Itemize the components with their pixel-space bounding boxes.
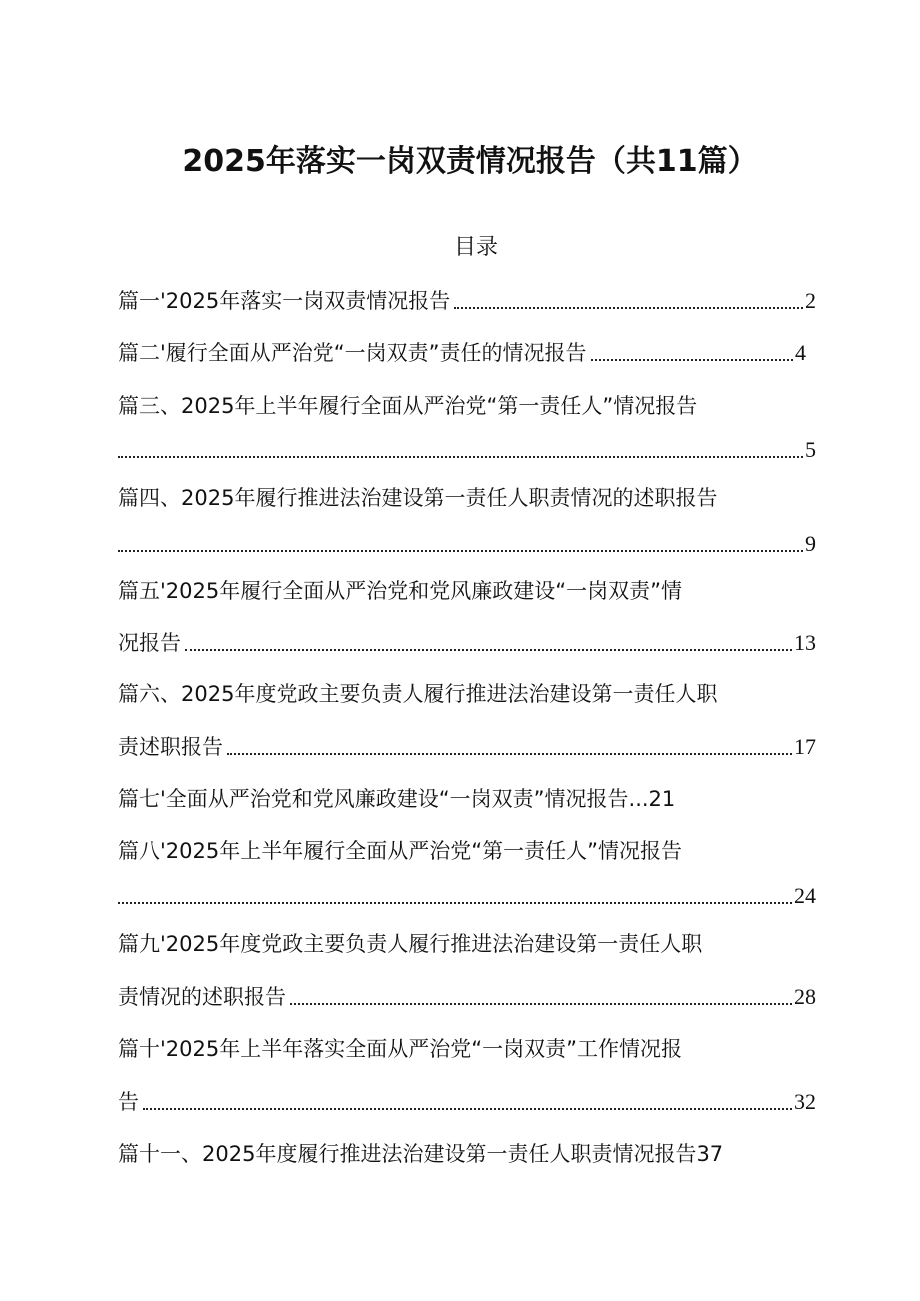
toc-entry-10-title[interactable]: 篇十'2025年上半年落实全面从严治党“一岗双责”工作情况报 bbox=[118, 1037, 682, 1061]
toc-entry-title: 篇二'履行全面从严治党“一岗双责”责任的情况报告 bbox=[118, 341, 587, 365]
toc-entry-9-continuation[interactable] bbox=[118, 982, 816, 1012]
toc-page-number: 5 bbox=[805, 437, 816, 462]
toc-page-number: 2 bbox=[805, 288, 816, 313]
dot-leader bbox=[454, 307, 803, 309]
toc-page-number: 32 bbox=[794, 1089, 816, 1114]
toc-entry-11[interactable]: 篇十一、2025年度履行推进法治建设第一责任人职责情况报告37 bbox=[118, 1142, 724, 1166]
toc-page-number: 9 bbox=[805, 531, 816, 556]
toc-entry-4-title[interactable]: 篇四、2025年履行推进法治建设第一责任人职责情况的述职报告 bbox=[118, 486, 718, 510]
toc-entry-title-cont: 责述职报告 bbox=[118, 735, 223, 759]
dot-leader bbox=[118, 550, 803, 552]
toc-page-number: 17 bbox=[794, 734, 816, 759]
toc-entry-4-leader-row[interactable] bbox=[118, 529, 816, 559]
toc-entry-9-title[interactable]: 篇九'2025年度党政主要负责人履行推进法治建设第一责任人职 bbox=[118, 932, 703, 956]
toc-page-number: 24 bbox=[794, 883, 816, 908]
toc-entry-6-title[interactable]: 篇六、2025年度党政主要负责人履行推进法治建设第一责任人职 bbox=[118, 682, 718, 706]
dot-leader bbox=[185, 649, 792, 651]
toc-entry-title-cont: 况报告 bbox=[118, 631, 181, 655]
toc-heading: 目录 bbox=[453, 235, 498, 260]
toc-page-number: 28 bbox=[794, 984, 816, 1009]
dot-leader bbox=[118, 902, 792, 904]
toc-page-number: 4 bbox=[795, 340, 806, 365]
toc-entry-5-continuation[interactable] bbox=[118, 628, 816, 658]
dot-leader bbox=[290, 1003, 792, 1005]
toc-entry-6-continuation[interactable] bbox=[118, 732, 816, 762]
dot-leader bbox=[143, 1108, 792, 1110]
document-title: 2025年落实一岗双责情况报告（共11篇） bbox=[182, 144, 758, 179]
toc-entry-7[interactable]: 篇七'全面从严治党和党风廉政建设“一岗双责”情况报告...21 bbox=[118, 787, 676, 811]
toc-entry-8-title[interactable]: 篇八'2025年上半年履行全面从严治党“第一责任人”情况报告 bbox=[118, 839, 682, 863]
dot-leader bbox=[591, 359, 793, 361]
toc-entry-title-cont: 告 bbox=[118, 1090, 139, 1114]
toc-entry-3-title[interactable]: 篇三、2025年上半年履行全面从严治党“第一责任人”情况报告 bbox=[118, 394, 698, 418]
toc-page-number: 13 bbox=[794, 630, 816, 655]
dot-leader bbox=[227, 753, 792, 755]
dot-leader bbox=[118, 456, 803, 458]
toc-entry-8-leader-row[interactable] bbox=[118, 881, 816, 911]
toc-entry-3-leader-row[interactable] bbox=[118, 435, 816, 465]
toc-entry-title-cont: 责情况的述职报告 bbox=[118, 985, 286, 1009]
toc-entry-title: 篇一'2025年落实一岗双责情况报告 bbox=[118, 289, 451, 313]
toc-entry-2[interactable] bbox=[118, 338, 806, 368]
toc-entry-1[interactable] bbox=[118, 286, 816, 316]
toc-entry-5-title[interactable]: 篇五'2025年履行全面从严治党和党风廉政建设“一岗双责”情 bbox=[118, 579, 682, 603]
toc-entry-10-continuation[interactable] bbox=[118, 1087, 816, 1117]
